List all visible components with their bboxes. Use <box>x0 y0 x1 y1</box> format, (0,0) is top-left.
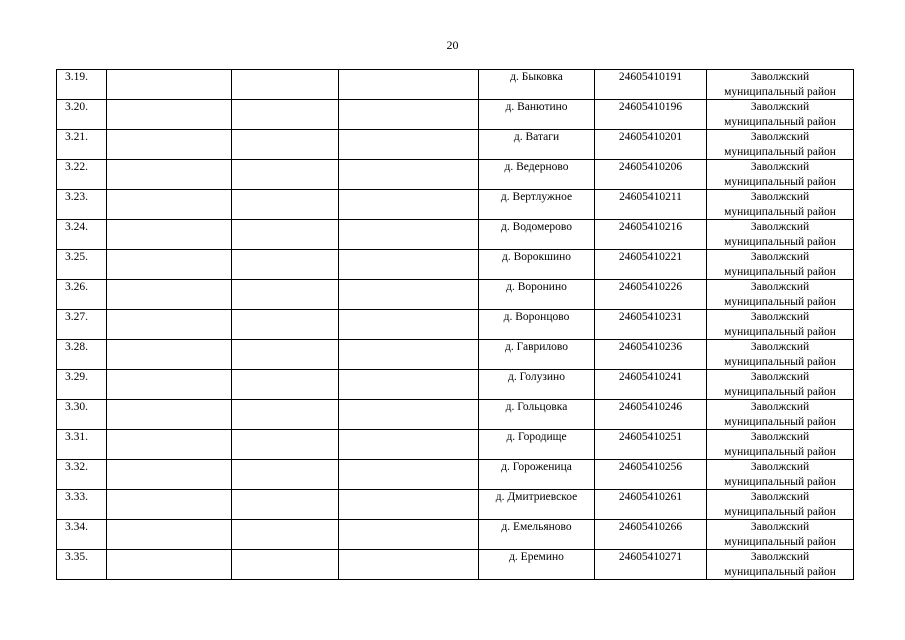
district-cell <box>707 430 854 460</box>
settlement-cell: д. Воронцово <box>479 310 595 340</box>
empty-cell <box>339 220 479 250</box>
table-row <box>57 190 854 220</box>
oktmo-code-cell: 24605410201 <box>595 130 707 160</box>
oktmo-code-cell: 24605410271 <box>595 550 707 580</box>
empty-cell <box>232 490 339 520</box>
district-name: Заволжский <box>750 551 810 563</box>
empty-cell <box>232 430 339 460</box>
empty-cell <box>107 460 232 490</box>
settlement-cell: д. Дмитриевское <box>479 490 595 520</box>
empty-cell <box>107 220 232 250</box>
row-number-cell: 3.35. <box>57 550 107 580</box>
empty-cell <box>232 460 339 490</box>
settlement-cell: д. Еремино <box>479 550 595 580</box>
table-row <box>57 250 854 280</box>
empty-cell <box>339 160 479 190</box>
empty-cell <box>339 400 479 430</box>
row-number-cell: 3.22. <box>57 160 107 190</box>
settlement-cell: д. Гаврилово <box>479 340 595 370</box>
row-number-cell: 3.25. <box>57 250 107 280</box>
district-name: Заволжский <box>750 401 810 413</box>
district-type: муниципальный район <box>724 85 836 98</box>
district-name: Заволжский <box>750 461 810 473</box>
oktmo-code-cell: 24605410266 <box>595 520 707 550</box>
empty-cell <box>232 190 339 220</box>
table-row <box>57 100 854 130</box>
district-cell <box>707 550 854 580</box>
empty-cell <box>232 310 339 340</box>
oktmo-code-cell: 24605410221 <box>595 250 707 280</box>
district-name: Заволжский <box>750 221 810 233</box>
district-type: муниципальный район <box>724 355 836 368</box>
district-name: Заволжский <box>750 491 810 503</box>
empty-cell <box>107 520 232 550</box>
empty-cell <box>339 130 479 160</box>
oktmo-code-cell: 24605410261 <box>595 490 707 520</box>
district-name: Заволжский <box>750 161 810 173</box>
district-cell <box>707 70 854 100</box>
empty-cell <box>107 190 232 220</box>
table-row <box>57 340 854 370</box>
table-row <box>57 520 854 550</box>
district-name: Заволжский <box>750 521 810 533</box>
district-name: Заволжский <box>750 191 810 203</box>
oktmo-code-cell: 24605410241 <box>595 370 707 400</box>
district-cell <box>707 250 854 280</box>
district-name: Заволжский <box>750 341 810 353</box>
settlement-cell: д. Городище <box>479 430 595 460</box>
empty-cell <box>107 310 232 340</box>
district-type: муниципальный район <box>724 115 836 128</box>
row-number-cell: 3.24. <box>57 220 107 250</box>
empty-cell <box>339 340 479 370</box>
district-cell <box>707 340 854 370</box>
settlement-cell: д. Гороженица <box>479 460 595 490</box>
district-cell <box>707 280 854 310</box>
district-type: муниципальный район <box>724 415 836 428</box>
empty-cell <box>107 550 232 580</box>
table-body <box>57 70 854 580</box>
district-cell <box>707 370 854 400</box>
district-cell <box>707 160 854 190</box>
empty-cell <box>107 340 232 370</box>
empty-cell <box>232 250 339 280</box>
settlement-cell: д. Гольцовка <box>479 400 595 430</box>
oktmo-code-cell: 24605410256 <box>595 460 707 490</box>
settlement-cell: д. Ведерново <box>479 160 595 190</box>
table-row <box>57 550 854 580</box>
empty-cell <box>107 430 232 460</box>
empty-cell <box>232 130 339 160</box>
empty-cell <box>339 520 479 550</box>
district-name: Заволжский <box>750 281 810 293</box>
district-cell <box>707 100 854 130</box>
district-type: муниципальный район <box>724 235 836 248</box>
row-number-cell: 3.32. <box>57 460 107 490</box>
empty-cell <box>232 520 339 550</box>
row-number-cell: 3.34. <box>57 520 107 550</box>
district-cell <box>707 310 854 340</box>
district-name: Заволжский <box>750 251 810 263</box>
district-type: муниципальный район <box>724 265 836 278</box>
table-row <box>57 460 854 490</box>
empty-cell <box>107 490 232 520</box>
empty-cell <box>107 70 232 100</box>
district-type: муниципальный район <box>724 475 836 488</box>
row-number-cell: 3.21. <box>57 130 107 160</box>
empty-cell <box>339 550 479 580</box>
settlement-cell: д. Вертлужное <box>479 190 595 220</box>
empty-cell <box>232 70 339 100</box>
row-number-cell: 3.30. <box>57 400 107 430</box>
oktmo-code-cell: 24605410216 <box>595 220 707 250</box>
district-name: Заволжский <box>750 71 810 83</box>
empty-cell <box>339 460 479 490</box>
district-type: муниципальный район <box>724 385 836 398</box>
row-number-cell: 3.23. <box>57 190 107 220</box>
empty-cell <box>339 280 479 310</box>
oktmo-code-cell: 24605410246 <box>595 400 707 430</box>
table-row <box>57 130 854 160</box>
district-name: Заволжский <box>750 101 810 113</box>
oktmo-code-cell: 24605410251 <box>595 430 707 460</box>
row-number-cell: 3.19. <box>57 70 107 100</box>
oktmo-code-cell: 24605410191 <box>595 70 707 100</box>
oktmo-code-cell: 24605410196 <box>595 100 707 130</box>
district-type: муниципальный район <box>724 205 836 218</box>
district-name: Заволжский <box>750 371 810 383</box>
empty-cell <box>339 100 479 130</box>
table-row <box>57 370 854 400</box>
empty-cell <box>232 370 339 400</box>
empty-cell <box>339 70 479 100</box>
settlement-cell: д. Голузино <box>479 370 595 400</box>
empty-cell <box>232 100 339 130</box>
empty-cell <box>107 250 232 280</box>
oktmo-code-cell: 24605410211 <box>595 190 707 220</box>
empty-cell <box>339 490 479 520</box>
settlement-cell: д. Ванютино <box>479 100 595 130</box>
table-row <box>57 280 854 310</box>
empty-cell <box>232 280 339 310</box>
settlements-table <box>56 69 854 580</box>
empty-cell <box>232 550 339 580</box>
district-type: муниципальный район <box>724 445 836 458</box>
table-row <box>57 220 854 250</box>
page-number: 20 <box>446 38 459 52</box>
row-number-cell: 3.20. <box>57 100 107 130</box>
empty-cell <box>107 400 232 430</box>
oktmo-code-cell: 24605410206 <box>595 160 707 190</box>
settlement-cell: д. Ватаги <box>479 130 595 160</box>
settlement-cell: д. Емельяново <box>479 520 595 550</box>
district-name: Заволжский <box>750 311 810 323</box>
district-cell <box>707 520 854 550</box>
district-cell <box>707 460 854 490</box>
district-cell <box>707 190 854 220</box>
district-type: муниципальный район <box>724 565 836 578</box>
district-cell <box>707 490 854 520</box>
district-type: муниципальный район <box>724 295 836 308</box>
table-row <box>57 160 854 190</box>
oktmo-code-cell: 24605410236 <box>595 340 707 370</box>
empty-cell <box>339 370 479 400</box>
table-row <box>57 310 854 340</box>
empty-cell <box>232 220 339 250</box>
row-number-cell: 3.33. <box>57 490 107 520</box>
settlement-cell: д. Ворокшино <box>479 250 595 280</box>
empty-cell <box>339 190 479 220</box>
empty-cell <box>232 340 339 370</box>
district-type: муниципальный район <box>724 325 836 338</box>
row-number-cell: 3.27. <box>57 310 107 340</box>
oktmo-code-cell: 24605410231 <box>595 310 707 340</box>
empty-cell <box>107 280 232 310</box>
empty-cell <box>339 250 479 280</box>
district-type: муниципальный район <box>724 145 836 158</box>
district-type: муниципальный район <box>724 505 836 518</box>
empty-cell <box>107 370 232 400</box>
district-cell <box>707 130 854 160</box>
settlement-cell: д. Воронино <box>479 280 595 310</box>
district-cell <box>707 220 854 250</box>
empty-cell <box>107 100 232 130</box>
settlement-cell: д. Водомерово <box>479 220 595 250</box>
empty-cell <box>232 160 339 190</box>
district-cell <box>707 400 854 430</box>
table-row <box>57 490 854 520</box>
district-name: Заволжский <box>750 431 810 443</box>
empty-cell <box>339 310 479 340</box>
empty-cell <box>339 430 479 460</box>
district-type: муниципальный район <box>724 175 836 188</box>
empty-cell <box>107 160 232 190</box>
row-number-cell: 3.26. <box>57 280 107 310</box>
row-number-cell: 3.29. <box>57 370 107 400</box>
table-row <box>57 400 854 430</box>
table-row <box>57 70 854 100</box>
settlement-cell: д. Быковка <box>479 70 595 100</box>
empty-cell <box>107 130 232 160</box>
oktmo-code-cell: 24605410226 <box>595 280 707 310</box>
row-number-cell: 3.28. <box>57 340 107 370</box>
district-type: муниципальный район <box>724 535 836 548</box>
district-name: Заволжский <box>750 131 810 143</box>
row-number-cell: 3.31. <box>57 430 107 460</box>
table-row <box>57 430 854 460</box>
empty-cell <box>232 400 339 430</box>
